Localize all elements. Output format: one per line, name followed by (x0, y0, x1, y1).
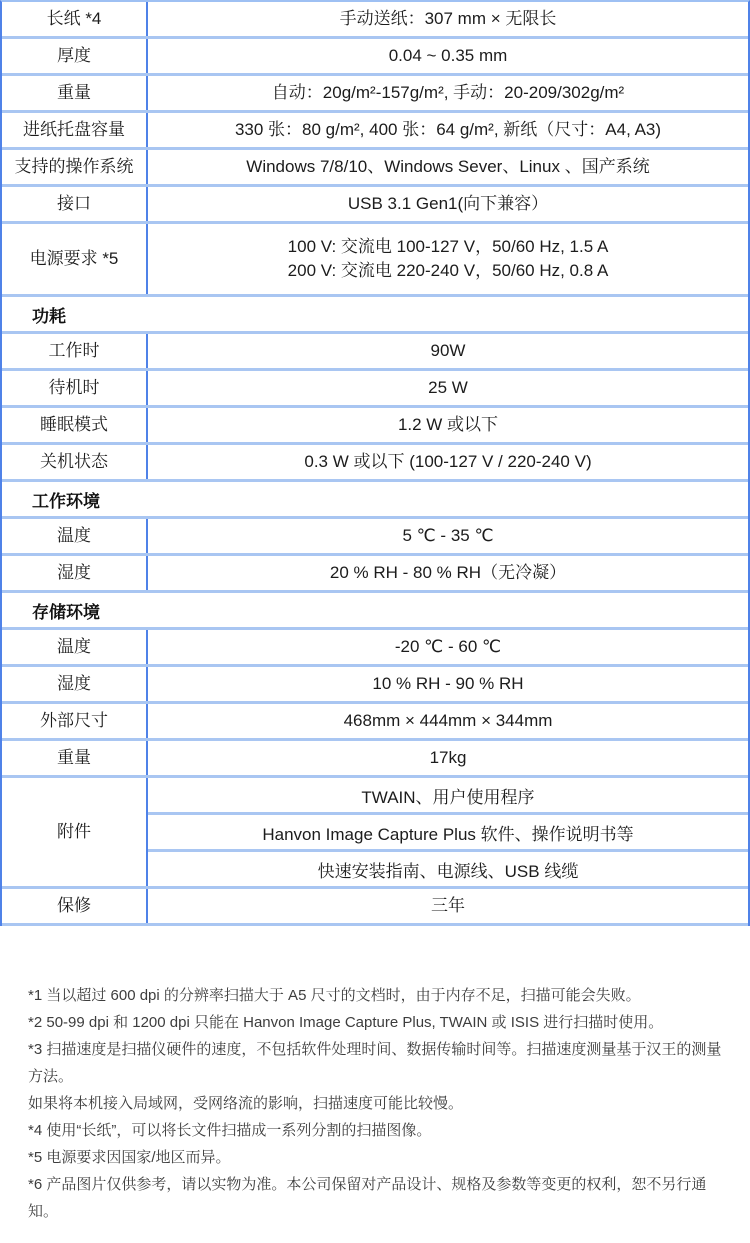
accessories-values (148, 778, 748, 886)
table-row (2, 113, 748, 150)
row-label: 支持的操作系统 (2, 150, 148, 184)
footnote-line: *4 使用“长纸”，可以将长文件扫描成一系列分割的扫描图像。 (28, 1122, 432, 1139)
row-value: 25 W (428, 378, 468, 397)
row-value: Windows 7/8/10、Windows Sever、Linux 、国产系统 (246, 157, 650, 176)
table-row (2, 519, 748, 556)
table-row (2, 76, 748, 113)
row-label: 温度 (2, 630, 148, 664)
row-label: 温度 (2, 519, 148, 553)
footnote-line: *3 扫描速度是扫描仪硬件的速度，不包括软件处理时间、数据传输时间等。扫描速度测量基于汉王的测量方法。 (28, 1041, 722, 1085)
row-value: 17kg (429, 748, 467, 767)
row-value: 90W (430, 341, 466, 360)
row-value: 0.04 ~ 0.35 mm (388, 46, 508, 65)
section-header-operating-environment: 工作环境 (2, 482, 748, 519)
footnote-line: *5 电源要求因国家/地区而异。 (28, 1149, 231, 1166)
row-label: 外部尺寸 (2, 704, 148, 738)
row-value: 20 % RH - 80 % RH（无冷凝） (329, 563, 567, 582)
footnotes (28, 982, 722, 1225)
row-value: 1.2 W 或以下 (397, 415, 499, 434)
section-header-power-consumption: 功耗 (2, 297, 748, 334)
row-label: 重量 (2, 741, 148, 775)
row-value (148, 224, 748, 294)
row-value: USB 3.1 Gen1(向下兼容） (347, 194, 549, 213)
row-label: 进纸托盘容量 (2, 113, 148, 147)
footnote-line: 如果将本机接入局域网，受网络流的影响，扫描速度可能比较慢。 (28, 1095, 464, 1112)
table-row (2, 445, 748, 482)
row-label: 待机时 (2, 371, 148, 405)
table-row (2, 2, 748, 39)
row-label: 电源要求 *5 (2, 224, 148, 294)
table-row-power (2, 224, 748, 297)
row-value: 三年 (431, 896, 465, 915)
table-row (2, 150, 748, 187)
row-label: 湿度 (2, 556, 148, 590)
table-row (2, 667, 748, 704)
table-row (2, 630, 748, 667)
row-value: 手动送纸：307 mm × 无限长 (339, 9, 557, 28)
table-row (2, 556, 748, 593)
row-label: 保修 (2, 889, 148, 923)
table-row (2, 889, 748, 926)
power-value-line-1: 100 V: 交流电 100-127 V，50/60 Hz, 1.5 A (287, 237, 609, 256)
table-row (2, 371, 748, 408)
row-value: 10 % RH - 90 % RH (372, 674, 524, 693)
footnote-line: *2 50-99 dpi 和 1200 dpi 只能在 Hanvon Image Capture Plus, TWAIN 或 ISIS 进行扫描时使用。 (28, 1014, 664, 1031)
row-label: 附件 (2, 778, 148, 886)
accessory-item: Hanvon Image Capture Plus 软件、操作说明书等 (148, 812, 748, 849)
row-label: 关机状态 (2, 445, 148, 479)
table-row (2, 334, 748, 371)
row-label: 重量 (2, 76, 148, 110)
row-value: -20 ℃ - 60 ℃ (394, 637, 502, 656)
row-value: 468mm × 444mm × 344mm (343, 711, 553, 730)
row-label: 睡眠模式 (2, 408, 148, 442)
footnote-line: *1 当以超过 600 dpi 的分辨率扫描大于 A5 尺寸的文档时，由于内存不足，扫描可能会失败。 (28, 987, 641, 1004)
accessory-item: 快速安装指南、电源线、USB 线缆 (148, 849, 748, 886)
footnote-line: *6 产品图片仅供参考，请以实物为准。本公司保留对产品设计、规格及参数等变更的权利，恕不另行通知。 (28, 1176, 707, 1220)
row-value: 自动：20g/m²-157g/m², 手动：20-209/302g/m² (271, 83, 625, 102)
row-value: 5 ℃ - 35 ℃ (402, 526, 494, 545)
row-value: 0.3 W 或以下 (100-127 V / 220-240 V) (304, 452, 592, 471)
table-row (2, 704, 748, 741)
accessory-item: TWAIN、用户使用程序 (361, 787, 535, 807)
table-row-accessories (2, 778, 748, 889)
table-row (2, 408, 748, 445)
section-header-storage-environment: 存储环境 (2, 593, 748, 630)
table-row (2, 187, 748, 224)
table-row (2, 741, 748, 778)
row-value: 330 张：80 g/m², 400 张：64 g/m², 新纸（尺寸：A4, A3) (234, 120, 662, 139)
row-label: 长纸 *4 (2, 2, 148, 36)
row-label: 接口 (2, 187, 148, 221)
power-value-line-2: 200 V: 交流电 220-240 V，50/60 Hz, 0.8 A (287, 261, 609, 280)
row-label: 工作时 (2, 334, 148, 368)
table-row (2, 39, 748, 76)
row-label: 湿度 (2, 667, 148, 701)
row-label: 厚度 (2, 39, 148, 73)
